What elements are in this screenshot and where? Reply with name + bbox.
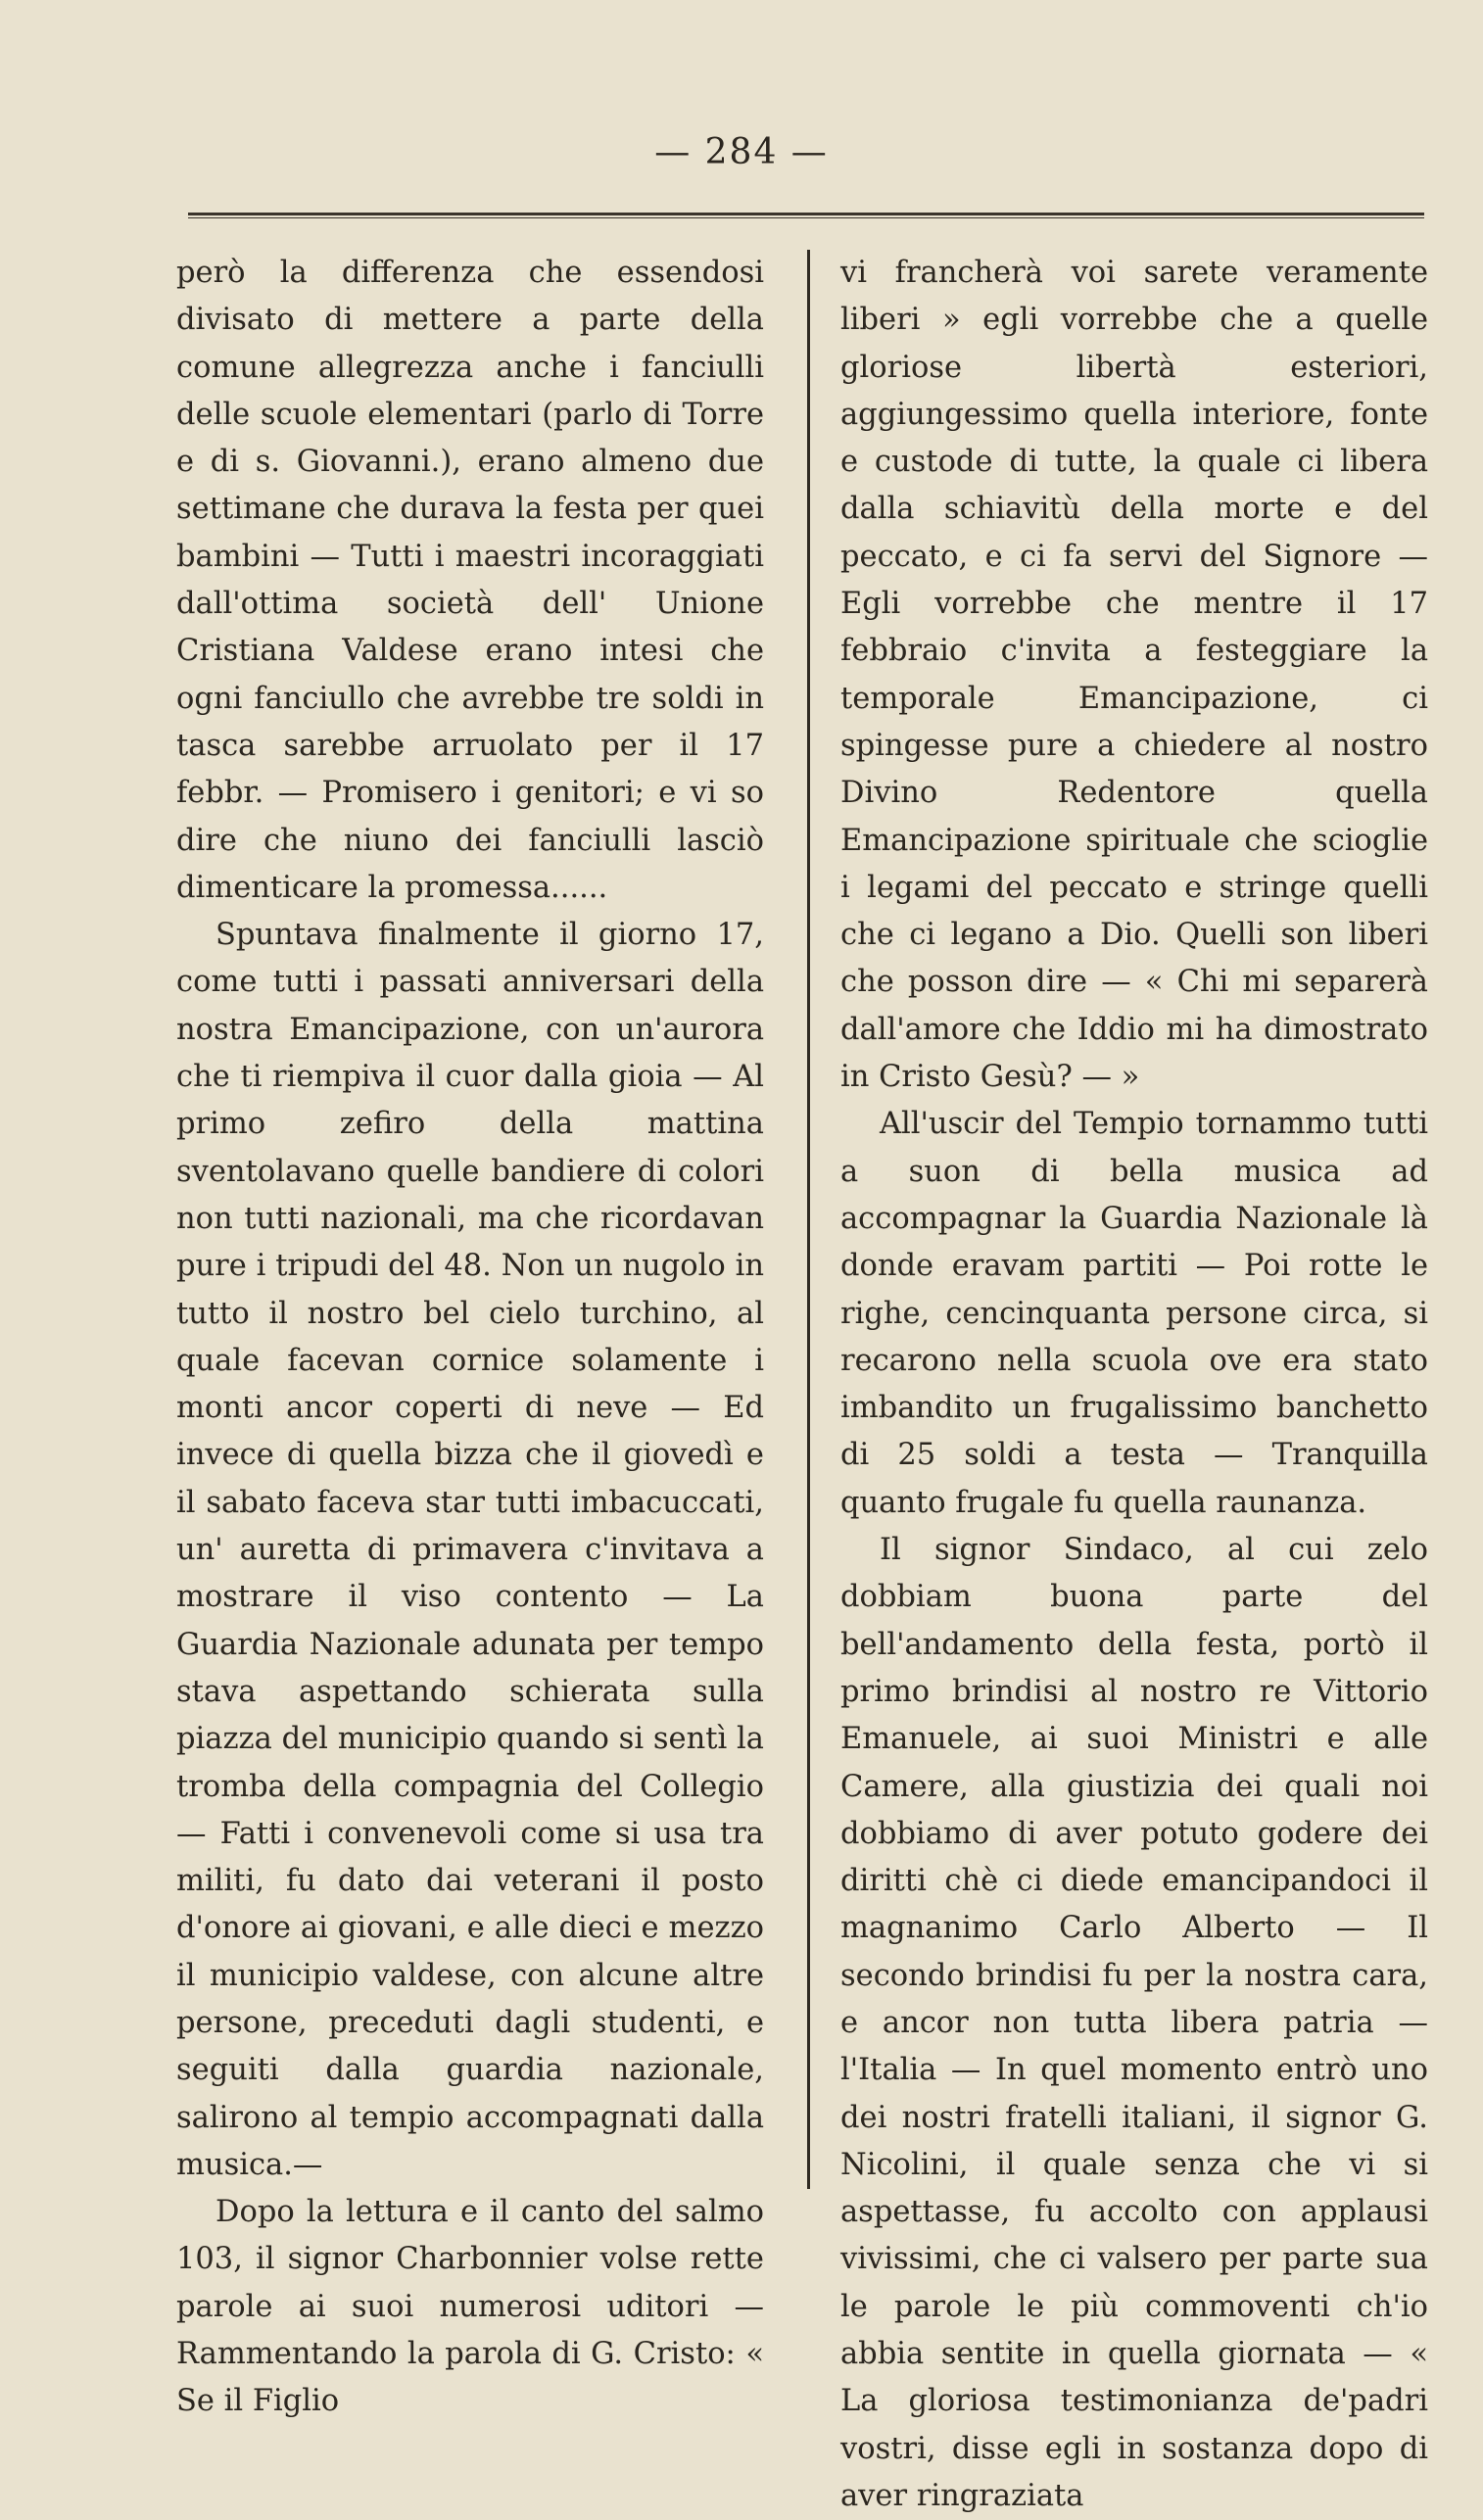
column-divider xyxy=(807,250,810,2189)
header-rule xyxy=(188,213,1424,218)
paragraph: All'uscir del Tempio tornammo tutti a suon di bella musica ad accompagnar la Guardia Nazionale là donde eravam partiti — Poi rotte le righe, cencinquanta persone circa, si recarono nella scuola ove era stato imbandito un frugalissimo banchetto di 25 soldi a testa — Tranquilla quanto frugale fu quella raunanza. xyxy=(840,1107,1428,1520)
page-number: — 284 — xyxy=(654,132,829,172)
left-column xyxy=(176,250,764,2426)
paragraph: però la differenza che essendosi divisato di mettere a parte della comune allegrezza anche i fanciulli delle scuole elementari (parlo di Torre e di s. Giovanni.), erano almeno due settimane che durava la festa per quei bambini — Tutti i maestri incoraggiati dall'ottima società dell' Unione Cristiana Valdese erano intesi che ogni fanciullo che avrebbe tre soldi in tasca sarebbe arruolato per il 17 febbr. — Promisero i genitori; e vi so dire che niuno dei fanciulli lasciò dimenticare la promessa...... xyxy=(176,256,764,905)
right-column xyxy=(840,250,1428,2520)
paragraph: Il signor Sindaco, al cui zelo dobbiam buona parte del bell'andamento della festa, portò il primo brindisi al nostro re Vittorio Emanuele, ai suoi Ministri e alle Camere, alla giustizia dei quali noi dobbiamo di aver potuto godere dei diritti chè ci diede emancipandoci il magnanimo Carlo Alberto — Il secondo brindisi fu per la nostra cara, e ancor non tutta libera patria — l'Italia — In quel momento entrò uno dei nostri fratelli italiani, il signor G. Nicolini, il quale senza che vi si aspettasse, fu accolto con applausi vivissimi, che ci valsero per parte sua le parole le più commoventi ch'io abbia sentite in quella giornata — « La gloriosa testimonianza de'padri vostri, disse egli in sostanza dopo di aver ringraziata xyxy=(840,1533,1428,2513)
paragraph: Spuntava finalmente il giorno 17, come tutti i passati anniversari della nostra Emancipazione, con un'aurora che ti riempiva il cuor dalla gioia — Al primo zefiro della mattina sventolavano quelle bandiere di colori non tutti nazionali, ma che ricordavan pure i tripudi del 48. Non un nugolo in tutto il nostro bel cielo turchino, al quale facevan cornice solamente i monti ancor coperti di neve — Ed invece di quella bizza che il giovedì e il sabato faceva star tutti imbacuccati, un' auretta di primavera c'invitava a mostrare il viso contento — La Guardia Nazionale adunata per tempo stava aspettando schierata sulla piazza del municipio quando si sentì la tromba della compagnia del Collegio — Fatti i convenevoli come si usa tra militi, fu dato dai veterani il posto d'onore ai giovani, e alle dieci e mezzo il municipio valdese, con alcune altre persone, preceduti dagli studenti, e seguiti dalla guardia nazionale, salirono al tempio accompagnati dalla musica.— xyxy=(176,918,764,2182)
paragraph: vi francherà voi sarete veramente liberi » egli vorrebbe che a quelle gloriose libertà esteriori, aggiungessimo quella interiore, fonte e custode di tutte, la quale ci libera dalla schiavitù della morte e del peccato, e ci fa servi del Signore — Egli vorrebbe che mentre il 17 febbraio c'invita a festeggiare la temporale Emancipazione, ci spingesse pure a chiedere al nostro Divino Redentore quella Emancipazione spirituale che scioglie i legami del peccato e stringe quelli che ci legano a Dio. Quelli son liberi che posson dire — « Chi mi separerà dall'amore che Iddio mi ha dimostrato in Cristo Gesù? — » xyxy=(840,256,1428,1095)
paragraph: Dopo la lettura e il canto del salmo 103, il signor Charbonnier volse rette parole ai suoi numerosi uditori — Rammentando la parola di G. Cristo: « Se il Figlio xyxy=(176,2195,764,2419)
